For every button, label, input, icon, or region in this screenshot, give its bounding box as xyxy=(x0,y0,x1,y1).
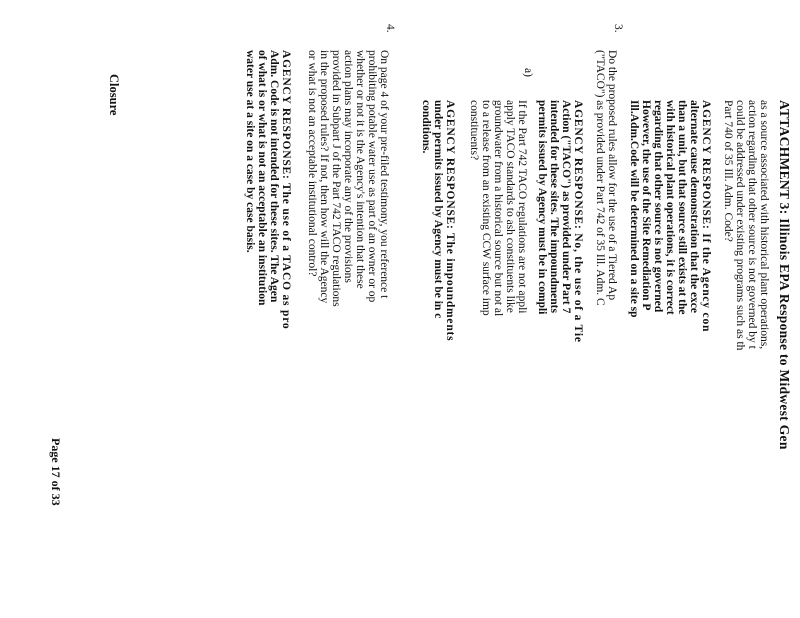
text-line: water use at a site on a case by case basis. xyxy=(244,50,256,253)
text-line: apply TACO standards to ash constituents like xyxy=(504,100,516,313)
text-line: AGENCY RESPONSE: The use of a TACO as pro xyxy=(280,50,292,330)
text-line: alternate cause demonstration that the exce xyxy=(688,100,700,314)
closure-heading: Closure xyxy=(107,74,121,116)
text-line: permits issued by Agency must be in compli xyxy=(536,100,548,315)
text-line: conditions. xyxy=(420,100,432,154)
text-line: under permits issued by Agency must be in c xyxy=(432,100,444,319)
question-number-3: 3. xyxy=(612,24,624,33)
text-line: than a unit, but that source still exists at the xyxy=(676,100,688,315)
text-line: provided in Subpart J of the Part 742 TACO regulations xyxy=(330,50,342,307)
text-line: AGENCY RESPONSE: The impoundments xyxy=(444,100,456,342)
question-number-4: 4. xyxy=(384,24,396,33)
text-line: AGENCY RESPONSE: No, the use of a Tie xyxy=(572,100,584,343)
text-line: as a source associated with historical plant operations, xyxy=(758,100,770,350)
page-title: ATTACHMENT 3: Illinois EPA Response to Midwest Gen xyxy=(777,100,792,450)
text-line: to a release from an existing CCW surface imp xyxy=(480,100,492,316)
question-label-3a: a) xyxy=(522,68,534,77)
text-line: action plans may incorporate any of the provisions xyxy=(342,50,354,283)
page-number: Page 17 of 33 xyxy=(49,438,63,506)
text-line: groundwater from a historical source but not al xyxy=(492,100,504,317)
text-line: action regarding that other source is not governed by t xyxy=(746,100,758,349)
text-line: or what is not an acceptable institutional control? xyxy=(306,50,318,277)
text-line: could be addressed under existing programs such as th xyxy=(734,100,746,351)
text-line: Do the proposed rules allow for the use of a Tiered Ap xyxy=(606,50,618,301)
text-line: Ill.Adm.Code will be determined on a site sp xyxy=(628,100,640,318)
text-line: ("TACO") as provided under Part 742 of 35 Ill. Adm. C xyxy=(594,50,606,306)
text-line: If the Part 742 TACO regulations are not appli xyxy=(516,100,528,314)
text-line: constituents? xyxy=(468,100,480,161)
text-line: with historical plant operations, it is correct xyxy=(664,100,676,315)
text-line: prohibiting potable water use as part of an owner or op xyxy=(366,50,378,303)
text-line: whether or not it is the Agency's intention that these xyxy=(354,50,366,289)
text-line: On page 4 of your pre-filed testimony, you reference t xyxy=(378,50,390,299)
text-line: regarding that other source is not governed xyxy=(652,100,664,313)
text-line: of what is or what is not an acceptable an institution xyxy=(256,50,268,306)
text-line: intended for these sites. The impoundments xyxy=(548,100,560,313)
text-line: AGENCY RESPONSE: If the Agency con xyxy=(700,100,712,333)
text-line: Adm. Code is not intended for these sites. The Agen xyxy=(268,50,280,303)
text-line: Action ("TACO") as provided under Part 7 xyxy=(560,100,572,314)
text-line: in the proposed rules? If not, then how will the Agency xyxy=(318,50,330,304)
text-line: However, the use of the Site Remediation P xyxy=(640,100,652,311)
text-line: Part 740 of 35 Ill. Adm. Code? xyxy=(722,100,734,242)
